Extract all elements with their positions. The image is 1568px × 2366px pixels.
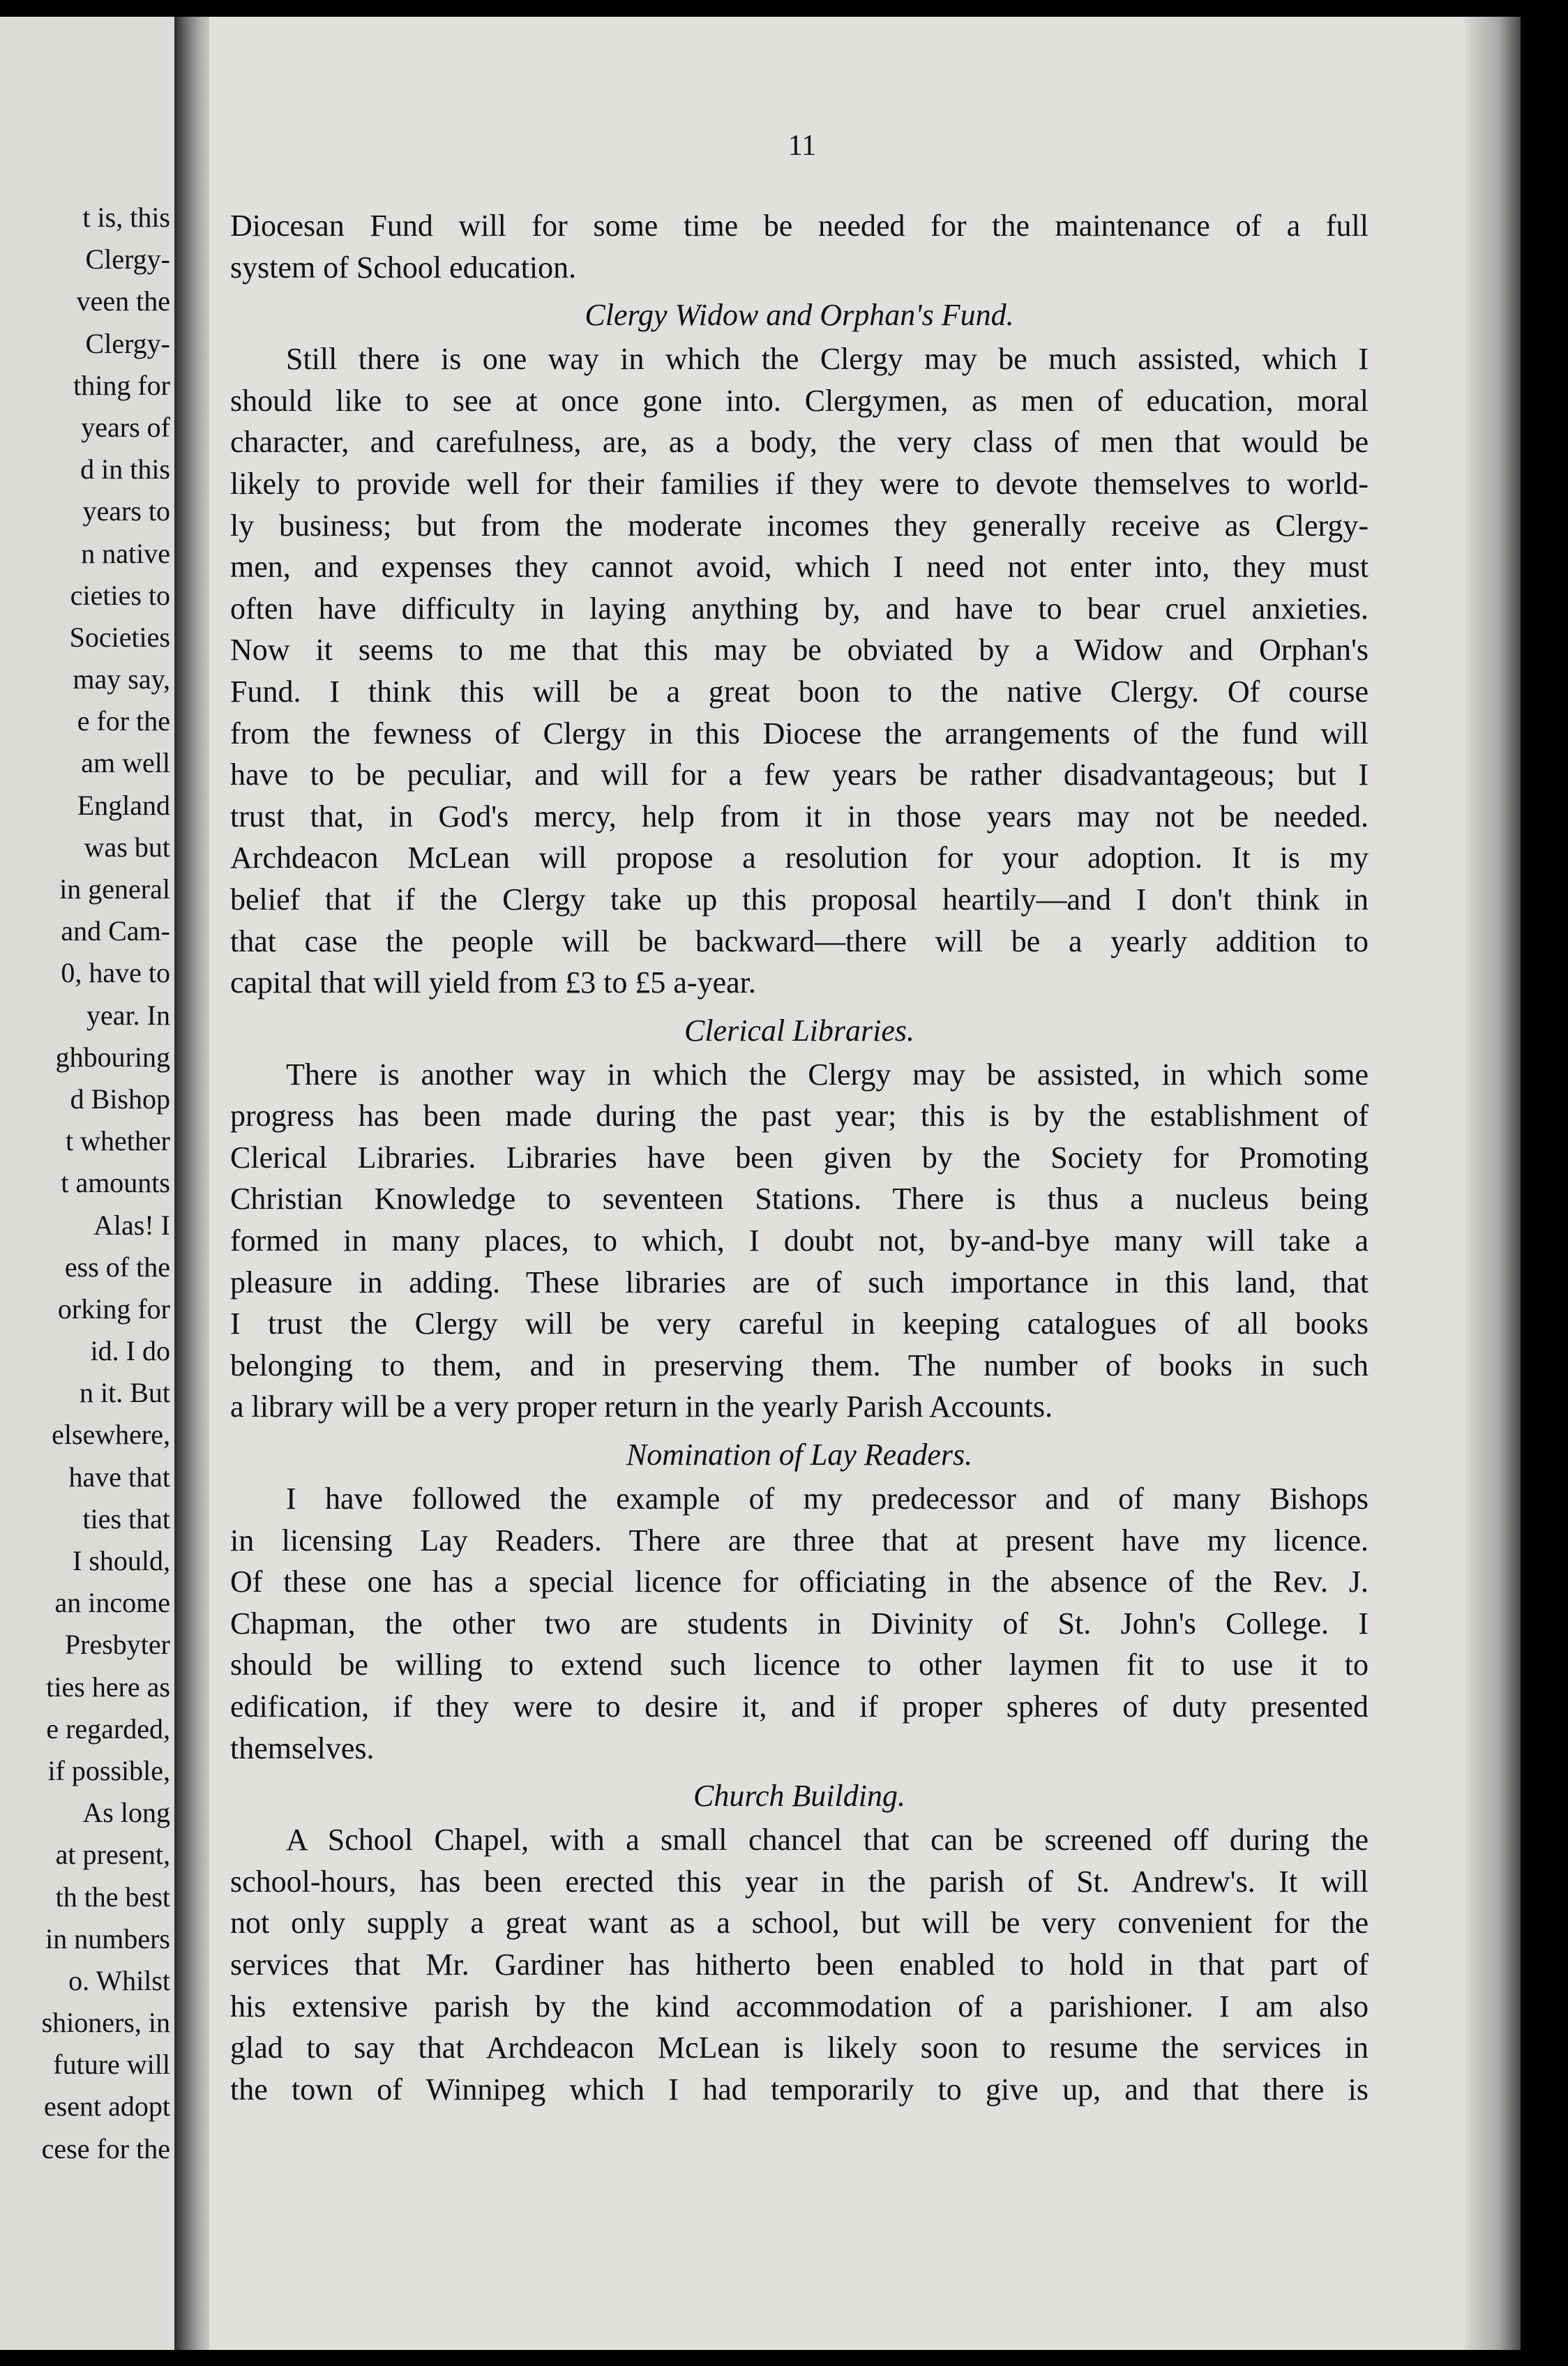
left-page-line: d in this — [80, 453, 170, 485]
left-page-line: an income — [54, 1587, 170, 1619]
left-page-line: in numbers — [45, 1922, 170, 1954]
left-page-line: th the best — [55, 1881, 170, 1913]
section-heading: Nomination of Lay Readers. — [626, 1438, 973, 1472]
text-line: Now it seems to me that this may be obviated by a Widow and Orphan's — [230, 633, 1369, 668]
left-page-line: d Bishop — [70, 1083, 170, 1115]
left-page-line: cese for the — [41, 2132, 170, 2164]
left-page-text — [3, 197, 170, 2170]
left-page-line: n native — [81, 537, 170, 569]
left-page-line: Presbyter — [64, 1629, 170, 1661]
paragraph — [230, 1478, 1369, 1769]
left-page-line: n it. But — [79, 1377, 170, 1409]
text-line: character, and carefulness, are, as a body, the very class of men that would be — [230, 425, 1369, 460]
left-page-line: year. In — [86, 999, 170, 1031]
text-line: Of these one has a special licence for officiating in the absence of the Rev. J. — [230, 1565, 1369, 1599]
text-line: ly business; but from the moderate incomes they generally receive as Clergy- — [230, 508, 1369, 543]
text-line: Christian Knowledge to seventeen Stations. There is thus a nucleus being — [230, 1182, 1369, 1216]
text-line: capital that will yield from £3 to £5 a-year. — [230, 965, 756, 1000]
left-page-line: at present, — [55, 1839, 170, 1871]
paragraph — [230, 1054, 1369, 1428]
left-page-line: 0, have to — [61, 957, 170, 989]
section-heading: Church Building. — [693, 1779, 905, 1814]
left-page-line: years of — [81, 411, 170, 443]
left-page-line: Clergy- — [85, 243, 170, 276]
left-page-line: t is, this — [82, 202, 170, 233]
left-page-line: As long — [82, 1797, 170, 1829]
text-line: likely to provide well for their families if they were to devote themselves to world- — [230, 466, 1369, 501]
section-heading: Clergy Widow and Orphan's Fund. — [585, 298, 1014, 333]
left-page-line: Clergy- — [85, 327, 170, 359]
text-line: themselves. — [230, 1731, 375, 1765]
text-line: Still there is one way in which the Clergy may be much assisted, which I — [286, 342, 1369, 377]
text-line: progress has been made during the past year; this is by the establishment of — [230, 1099, 1369, 1133]
left-page-line: e for the — [77, 705, 170, 737]
left-page-line: was but — [84, 831, 170, 863]
page-body — [230, 205, 1369, 2110]
text-line: There is another way in which the Clergy may be assisted, in which some — [286, 1057, 1369, 1092]
text-line: Archdeacon McLean will propose a resolution for your adoption. It is my — [230, 841, 1369, 875]
text-line: trust that, in God's mercy, help from it in those years may not be needed. — [230, 799, 1369, 834]
left-page-line: am well — [81, 747, 170, 779]
paragraph — [230, 338, 1369, 1004]
text-line: that case the people will be backward—there will be a yearly addition to — [230, 924, 1369, 958]
left-page-line: id. I do — [90, 1335, 170, 1367]
text-line: I trust the Clergy will be very careful in keeping catalogues of all books — [230, 1306, 1369, 1341]
text-line: Clerical Libraries. Libraries have been given by the Society for Promoting — [230, 1140, 1369, 1175]
left-page-line: e regarded, — [46, 1712, 170, 1745]
left-page-line: years to — [82, 495, 170, 527]
left-page-line: Societies — [69, 621, 170, 653]
text-line: in licensing Lay Readers. There are three that at present have my licence. — [230, 1523, 1369, 1558]
text-line: often have difficulty in laying anything by, and have to bear cruel anxieties. — [230, 591, 1369, 626]
left-page-line: orking for — [57, 1293, 170, 1325]
section-heading: Clerical Libraries. — [684, 1013, 915, 1048]
left-page-line: t whether — [66, 1125, 170, 1157]
left-page-line: future will — [53, 2049, 170, 2081]
left-page-line: Alas! I — [93, 1209, 170, 1241]
text-line: formed in many places, to which, I doubt not, by-and-bye many will take a — [230, 1223, 1369, 1258]
left-page-line: t amounts — [61, 1167, 170, 1199]
left-page-line: shioners, in — [41, 2007, 170, 2039]
left-page-line: ties here as — [46, 1671, 170, 1703]
text-line: school-hours, has been erected this year in the parish of St. Andrew's. It will — [230, 1864, 1369, 1899]
text-line: should like to see at once gone into. Clergymen, as men of education, moral — [230, 383, 1369, 418]
text-line: from the fewness of Clergy in this Diocese the arrangements of the fund will — [230, 716, 1369, 751]
left-page-line: and Cam- — [61, 915, 170, 947]
page-number: 11 — [787, 130, 817, 162]
text-line: belief that if the Clergy take up this proposal heartily—and I don't think in — [230, 882, 1369, 917]
text-line: men, and expenses they cannot avoid, which I need not enter into, they must — [230, 550, 1369, 585]
left-facing-page — [0, 17, 174, 2350]
left-page-line: o. Whilst — [68, 1964, 170, 1996]
page-edge-shadow — [1465, 17, 1521, 2350]
left-page-line: elsewhere, — [52, 1419, 170, 1451]
left-page-line: England — [77, 789, 170, 821]
left-page-line: in general — [59, 873, 170, 905]
left-page-line: may say, — [73, 663, 170, 695]
text-line: Chapman, the other two are students in Divinity of St. John's College. I — [230, 1606, 1369, 1641]
text-line: pleasure in adding. These libraries are of such importance in this land, that — [230, 1265, 1369, 1299]
text-line: Diocesan Fund will for some time be needed for the maintenance of a full — [230, 209, 1369, 243]
text-line: have to be peculiar, and will for a few years be rather disadvantageous; but I — [230, 758, 1369, 792]
text-line: Fund. I think this will be a great boon to the native Clergy. Of course — [230, 674, 1369, 709]
left-page-line: cieties to — [70, 579, 170, 611]
left-page-line: I should, — [73, 1545, 170, 1576]
text-line: should be willing to extend such licence to other laymen fit to use it to — [230, 1648, 1369, 1682]
text-line: A School Chapel, with a small chancel that can be screened off during the — [286, 1823, 1369, 1858]
left-page-line: thing for — [73, 369, 170, 401]
text-line: edification, if they were to desire it, and if proper spheres of duty presented — [230, 1689, 1369, 1724]
left-page-line: ghbouring — [55, 1041, 170, 1073]
text-line: belonging to them, and in preserving them. The number of books in such — [230, 1348, 1369, 1382]
book-gutter — [174, 17, 209, 2350]
text-line: services that Mr. Gardiner has hitherto been enabled to hold in that part of — [230, 1947, 1369, 1982]
left-page-line: have that — [68, 1461, 170, 1493]
text-line: I have followed the example of my predecessor and of many Bishops — [286, 1482, 1369, 1516]
left-page-line: if possible, — [47, 1754, 170, 1786]
text-line: glad to say that Archdeacon McLean is likely soon to resume the services in — [230, 2030, 1369, 2065]
left-page-line: esent adopt — [43, 2090, 170, 2123]
left-page-line: ties that — [82, 1502, 170, 1535]
text-line: a library will be a very proper return in the yearly Parish Accounts. — [230, 1389, 1053, 1424]
text-line: system of School education. — [230, 250, 577, 285]
paragraph — [230, 205, 1369, 288]
text-line: the town of Winnipeg which I had temporarily to give up, and that there is — [230, 2072, 1369, 2107]
paragraph — [230, 1819, 1369, 2110]
left-page-line: ess of the — [64, 1251, 170, 1283]
text-line: not only supply a great want as a school, but will be very convenient for the — [230, 1906, 1369, 1941]
text-line: his extensive parish by the kind accommodation of a parishioner. I am also — [230, 1989, 1369, 2024]
left-page-line: veen the — [76, 285, 170, 317]
